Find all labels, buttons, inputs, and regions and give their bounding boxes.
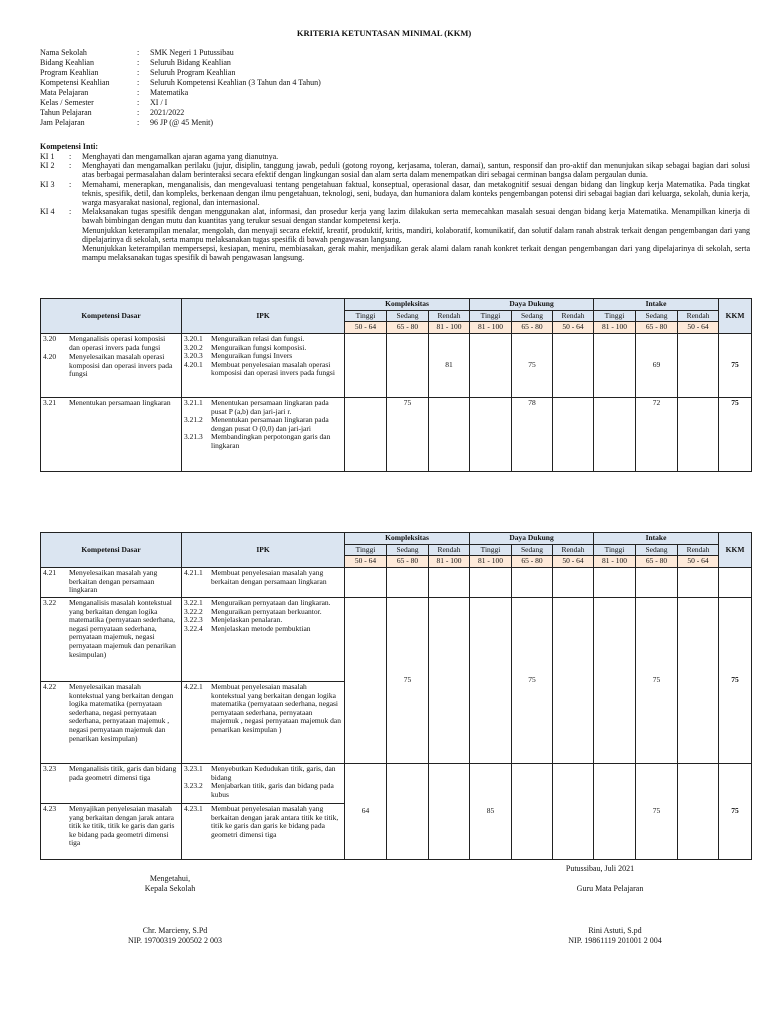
ki-colon: : (69, 152, 72, 161)
table-row (41, 597, 752, 681)
header-level: Rendah (678, 310, 719, 322)
ki-item (40, 152, 750, 161)
info-label: Kompetensi Keahlian (40, 78, 110, 87)
info-row (40, 88, 740, 98)
value-cell: 69 (636, 333, 678, 397)
signature-left-name: Chr. Marcieny, S.Pd (142, 926, 208, 935)
ki-code: KI 4 (40, 207, 55, 217)
info-label: Jam Pelajaran (40, 118, 85, 127)
signature-left-nip: NIP. 19700319 200502 2 003 (127, 936, 222, 945)
info-colon: : (137, 98, 140, 107)
header-ipk: IPK (182, 533, 345, 568)
header-intake: Intake (594, 533, 719, 545)
info-value: Seluruh Bidang Keahlian (150, 58, 231, 67)
info-colon: : (137, 88, 140, 97)
ipk-text: Menguraikan pernyataan berkuantor. (211, 606, 322, 616)
kd-text: Menentukan persamaan lingkaran (69, 397, 171, 407)
kd-cell (41, 333, 182, 397)
ipk-cell (182, 567, 345, 597)
kd-wrap (43, 765, 179, 782)
kd-cell (41, 803, 182, 859)
kkm-table-2 (40, 532, 752, 860)
kd-code: 4.21 (43, 567, 57, 577)
kd-code: 3.20 (43, 333, 57, 343)
kd-code: 3.21 (43, 397, 57, 407)
header-range: 65 - 80 (636, 322, 678, 334)
signature-right-name: Rini Astuti, S.pd (588, 926, 642, 935)
empty-cell (345, 597, 387, 763)
ki-paragraph: Menunjukkan keterampilan mempersepsi, kesiapan, meniru, membiasakan, gerak mahir, menjadikan gerak alami dalam ranah konkret terkait dengan pengembangan dari yang dipelajarinya di sekolah, serta mampu melaksanakan tugas spesifik di bawah pengawasan langsung. (82, 243, 750, 263)
signature-left-title-2: Kepala Sekolah (144, 884, 196, 893)
header-kompleksitas: Kompleksitas (345, 533, 470, 545)
ki-paragraph: Menghayati dan mengamalkan ajaran agama yang dianutnya. (82, 152, 279, 161)
info-row (40, 48, 740, 58)
header-range: 50 - 64 (553, 556, 594, 568)
ipk-code: 3.20.3 (184, 351, 203, 361)
signature-left-title-1: Mengetahui, (149, 874, 191, 883)
value-cell: 64 (345, 763, 387, 859)
empty-cell (512, 763, 553, 859)
ipk-item (184, 625, 342, 634)
ipk-text: Menguraikan relasi dan fungsi. (211, 333, 305, 343)
info-colon: : (137, 108, 140, 117)
ipk-text: Membuat penyelesaian masalah operasi komposisi dan operasi invers pada fungsi (211, 359, 335, 378)
header-kkm: KKM (719, 533, 752, 568)
ipk-item (184, 399, 342, 416)
header-range: 65 - 80 (387, 322, 429, 334)
ipk-code: 4.20.1 (184, 359, 203, 369)
ipk-cell (182, 681, 345, 763)
ipk-cell (182, 597, 345, 681)
kd-wrap (43, 569, 179, 595)
table-row (41, 763, 752, 803)
header-range: 81 - 100 (429, 556, 470, 568)
ipk-text: Menguraikan fungsi komposisi. (211, 342, 307, 352)
info-value: Seluruh Kompetensi Keahlian (3 Tahun dan 4 Tahun) (150, 78, 321, 87)
ipk-cell (182, 333, 345, 397)
ipk-cell (182, 397, 345, 471)
value-cell: 85 (470, 763, 512, 859)
empty-cell (553, 763, 594, 859)
ipk-code: 3.21.3 (184, 432, 203, 442)
empty-cell (429, 763, 470, 859)
ki-item (40, 180, 750, 208)
header-level: Sedang (636, 310, 678, 322)
header-range: 50 - 64 (678, 556, 719, 568)
header-range: 50 - 64 (553, 322, 594, 334)
kd-text: Menganalisis operasi komposisi dan operasi invers pada fungsi (69, 333, 166, 352)
info-row (40, 58, 740, 68)
kd-code: 3.22 (43, 597, 57, 607)
info-colon: : (137, 58, 140, 67)
header-kompleksitas: Kompleksitas (345, 299, 470, 311)
kkm-value: 75 (719, 397, 752, 471)
kkm-value: 75 (719, 333, 752, 397)
info-label: Kelas / Semester (40, 98, 94, 107)
empty-cell (512, 567, 553, 597)
document-title: KRITERIA KETUNTASAN MINIMAL (KKM) (296, 28, 472, 38)
header-level: Sedang (636, 544, 678, 556)
kd-cell (41, 567, 182, 597)
header-daya-dukung: Daya Dukung (470, 533, 594, 545)
ki-code: KI 2 (40, 161, 55, 171)
kd-wrap (43, 683, 179, 743)
info-colon: : (137, 68, 140, 77)
header-kd: Kompetensi Dasar (41, 299, 182, 334)
ipk-code: 3.22.4 (184, 623, 203, 633)
ki-title: Kompetensi Inti: (40, 142, 98, 151)
signature-right-nip: NIP. 19861119 201001 2 004 (568, 936, 662, 945)
ki-text (82, 180, 750, 208)
ipk-code: 3.23.1 (184, 763, 203, 773)
ki-code: KI 3 (40, 179, 55, 189)
header-range: 50 - 64 (678, 322, 719, 334)
header-level: Rendah (553, 310, 594, 322)
empty-cell (678, 763, 719, 859)
ipk-cell (182, 803, 345, 859)
header-level: Tinggi (345, 310, 387, 322)
header-level: Sedang (387, 544, 429, 556)
value-cell: 75 (636, 597, 678, 763)
kkm-table-1 (40, 298, 752, 472)
kd-text: Menyajikan penyelesaian masalah yang berkaitan dengan jarak antara titik ke titik, titik ke garis dan garis ke bidang pada geometri dimensi tiga (69, 803, 175, 848)
kkm-value: 75 (719, 763, 752, 859)
ipk-text: Membuat penyelesaian masalah yang berkaitan dengan jarak antara titik ke titik, titik ke garis dan garis ke bidang pada geometri dimensi tiga (211, 803, 339, 839)
header-level: Rendah (553, 544, 594, 556)
ipk-text: Membandingkan perpotongan garis dan lingkaran (211, 432, 331, 450)
signature-right-title: Guru Mata Pelajaran (576, 884, 644, 893)
ipk-item (184, 805, 342, 840)
ki-paragraph: Memahami, menerapkan, menganalisis, dan mengevaluasi tentang pengetahuan faktual, konseptual, operasional dasar, dan metakognitif sesuai dengan bidang dan lingkup kerja Matematika. Pada tingkat teknis, spesifik, detil, dan kompleks, berkenaan dengan ilmu pengetahuan, teknologi, seni, budaya, dan humaniora dalam konteks pengembangan potensi diri sebagai bagian dari keluarga, sekolah, dunia kerja, warga masyarakat nasional, regional, dan internasional. (82, 179, 750, 207)
kd-cell (41, 397, 182, 471)
info-value: Seluruh Program Keahlian (150, 68, 236, 77)
header-range: 65 - 80 (636, 556, 678, 568)
empty-cell (429, 597, 470, 763)
value-cell: 75 (636, 763, 678, 859)
empty-cell (636, 567, 678, 597)
ipk-code: 4.21.1 (184, 567, 203, 577)
info-colon: : (137, 48, 140, 57)
header-level: Sedang (512, 544, 553, 556)
ki-text (82, 161, 750, 179)
info-row (40, 78, 740, 88)
ki-colon: : (69, 207, 72, 217)
ipk-text: Menjelaskan penalaran. (211, 615, 283, 625)
ipk-text: Menentukan persamaan lingkaran pada dengan pusat O (0,0) dan jari-jari (211, 415, 329, 433)
value-cell: 75 (512, 333, 553, 397)
empty-cell (594, 567, 636, 597)
header-level: Sedang (512, 310, 553, 322)
kd-code: 3.23 (43, 763, 57, 773)
info-row (40, 98, 740, 108)
header-range: 81 - 100 (470, 556, 512, 568)
ipk-code: 4.23.1 (184, 803, 203, 813)
info-label: Tahun Pelajaran (40, 108, 92, 117)
ipk-item (184, 361, 342, 378)
kd-wrap (43, 599, 179, 659)
ki-paragraph: Menghayati dan mengamalkan perilaku (jujur, disiplin, tanggung jawab, peduli (gotong royong, kerjasama, toleran, damai), santun, responsif dan pro-aktif dan menunjukan sikap sebagai bagian dari solusi atas berbagai permasalahan dalam berinteraksi secara efektif dengan lingkungan sosial dan alam serta dalam menempatkan diri sebagai cerminan bangsa dalam pergaulan dunia. (82, 161, 750, 180)
header-range: 81 - 100 (470, 322, 512, 334)
header-level: Tinggi (345, 544, 387, 556)
info-row (40, 68, 740, 78)
info-value: 96 JP (@ 45 Menit) (150, 118, 214, 127)
ipk-item (184, 683, 342, 735)
kkm-value: 75 (719, 597, 752, 763)
identity-block (40, 48, 740, 128)
header-range: 50 - 64 (345, 322, 387, 334)
ipk-item (184, 569, 342, 586)
ki-colon: : (69, 179, 72, 189)
ipk-text: Menjelaskan metode pembuktian (211, 623, 311, 633)
header-level: Rendah (429, 544, 470, 556)
header-range: 81 - 100 (594, 556, 636, 568)
empty-cell (594, 763, 636, 859)
kd-text: Menganalisis masalah kontekstual yang berkaitan dengan logika matematika (pernyataan sederhana, negasi pernyataan sederhana, pernyataan majemuk, negasi pernyataan majemuk dan penarikan kesimpulan) (69, 597, 176, 659)
empty-cell (429, 567, 470, 597)
ki-colon: : (69, 161, 72, 171)
ipk-text: Menguraikan fungsi Invers (211, 351, 293, 361)
ki-paragraph: Melaksanakan tugas spesifik dengan menggunakan alat, informasi, dan prosedur kerja yang lazim dilakukan serta memecahkan masalah sesuai dengan bidang kerja Matematika. Menampilkan kinerja di bawah bimbingan dengan mutu dan kuantitas yang terukur sesuai dengan standar kompetensi kerja. (82, 207, 750, 226)
ki-code: KI 1 (40, 152, 55, 161)
kd-text: Menyelesaikan masalah kontekstual yang berkaitan dengan logika matematika (pernyataan sederhana, negasi pernyataan sederhana, pernyataan majemuk , negasi pernyataan majemuk dan penarikan kesimpulan) (69, 681, 174, 743)
ki-paragraph: Menunjukkan keterampilan menalar, mengolah, dan menyaji secara efektif, kreatif, produktif, kritis, mandiri, kolaboratif, komunikatif, dan solutif dalam ranah abstrak terkait dengan pengembangan dari yang dipelajarinya di sekolah, serta mampu melaksanakan tugas spesifik di bawah pengawasan langsung. (82, 225, 750, 244)
ipk-item (184, 433, 342, 450)
kd-code: 4.23 (43, 803, 57, 813)
ki-list (40, 152, 750, 262)
header-range: 81 - 100 (429, 322, 470, 334)
info-label: Nama Sekolah (40, 48, 87, 57)
info-colon: : (137, 78, 140, 87)
header-range: 50 - 64 (345, 556, 387, 568)
table-row (41, 567, 752, 597)
header-range: 81 - 100 (594, 322, 636, 334)
value-cell: 72 (636, 397, 678, 471)
ipk-item (184, 416, 342, 433)
info-value: XI / I (150, 98, 168, 107)
kd-cell (41, 597, 182, 681)
ipk-code: 3.22.2 (184, 606, 203, 616)
ipk-item (184, 782, 342, 799)
value-cell: 75 (512, 597, 553, 763)
info-label: Program Keahlian (40, 68, 99, 77)
ipk-text: Membuat penyelesaian masalah yang berkaitan dengan persamaan lingkaran (211, 567, 327, 586)
info-row (40, 108, 740, 118)
empty-cell (553, 597, 594, 763)
header-range: 65 - 80 (512, 556, 553, 568)
value-cell: 78 (512, 397, 553, 471)
empty-cell (719, 567, 752, 597)
ipk-code: 4.22.1 (184, 681, 203, 691)
kd-code: 4.20 (43, 352, 57, 362)
info-value: SMK Negeri 1 Putussibau (150, 48, 234, 57)
header-level: Sedang (387, 310, 429, 322)
info-value: 2021/2022 (150, 108, 185, 117)
value-cell: 75 (387, 397, 429, 471)
ki-text (82, 207, 750, 262)
empty-cell (387, 763, 429, 859)
ipk-code: 3.20.1 (184, 333, 203, 343)
ipk-text: Menyebutkan Kedudukan titik, garis, dan bidang (211, 763, 336, 782)
header-ipk: IPK (182, 299, 345, 334)
header-level: Tinggi (594, 310, 636, 322)
ipk-text: Menjabarkan titik, garis dan bidang pada kubus (211, 781, 334, 799)
place-date: Putussibau, Juli 2021 (565, 864, 635, 873)
ki-item (40, 161, 750, 179)
info-label: Bidang Keahlian (40, 58, 94, 67)
empty-cell (678, 567, 719, 597)
empty-cell (387, 567, 429, 597)
empty-cell (470, 567, 512, 597)
ipk-text: Membuat penyelesaian masalah kontekstual yang berkaitan dengan logika matematika (pernyataan sederhana, negasi pernyataan sederhana, pernyataan majemuk , negasi pernyataan majemuk dan penarikan kesimpulan ) (211, 681, 341, 734)
info-value: Matematika (150, 88, 189, 97)
ipk-cell (182, 763, 345, 803)
empty-cell (553, 567, 594, 597)
empty-cell (345, 567, 387, 597)
empty-cell (470, 597, 512, 763)
ki-text (82, 152, 750, 161)
kd-cell (41, 681, 182, 763)
header-intake: Intake (594, 299, 719, 311)
ki-item (40, 207, 750, 262)
kd-text: Menganalisis titik, garis dan bidang pada geometri dimensi tiga (69, 763, 177, 782)
ipk-code: 3.21.1 (184, 397, 203, 407)
header-range: 65 - 80 (512, 322, 553, 334)
header-level: Rendah (429, 310, 470, 322)
ipk-code: 3.22.1 (184, 597, 203, 607)
kd-text: Menyelesaikan masalah operasi komposisi dan operasi invers pada fungsi (69, 352, 173, 379)
kd-text: Menyelesaikan masalah yang berkaitan dengan persamaan lingkaran (69, 567, 158, 595)
header-level: Tinggi (470, 310, 512, 322)
empty-cell (594, 597, 636, 763)
kd-code: 4.22 (43, 681, 57, 691)
ipk-code: 3.20.2 (184, 342, 203, 352)
header-kd: Kompetensi Dasar (41, 533, 182, 568)
info-label: Mata Pelajaran (40, 88, 89, 97)
header-level: Tinggi (594, 544, 636, 556)
header-level: Rendah (678, 544, 719, 556)
header-daya-dukung: Daya Dukung (470, 299, 594, 311)
ipk-code: 3.23.2 (184, 781, 203, 791)
value-cell: 75 (387, 597, 429, 763)
ipk-text: Menentukan persamaan lingkaran pada pusat P (a,b) dan jari-jari r. (211, 397, 329, 416)
info-row (40, 118, 740, 128)
kd-wrap (43, 805, 179, 848)
value-cell: 81 (429, 333, 470, 397)
ipk-text: Menguraikan pernyataan dan lingkaran. (211, 597, 331, 607)
header-level: Tinggi (470, 544, 512, 556)
header-kkm: KKM (719, 299, 752, 334)
ipk-code: 3.22.3 (184, 615, 203, 625)
info-colon: : (137, 118, 140, 127)
header-range: 65 - 80 (387, 556, 429, 568)
empty-cell (678, 597, 719, 763)
ipk-code: 3.21.2 (184, 415, 203, 425)
ipk-item (184, 765, 342, 782)
kd-cell (41, 763, 182, 803)
